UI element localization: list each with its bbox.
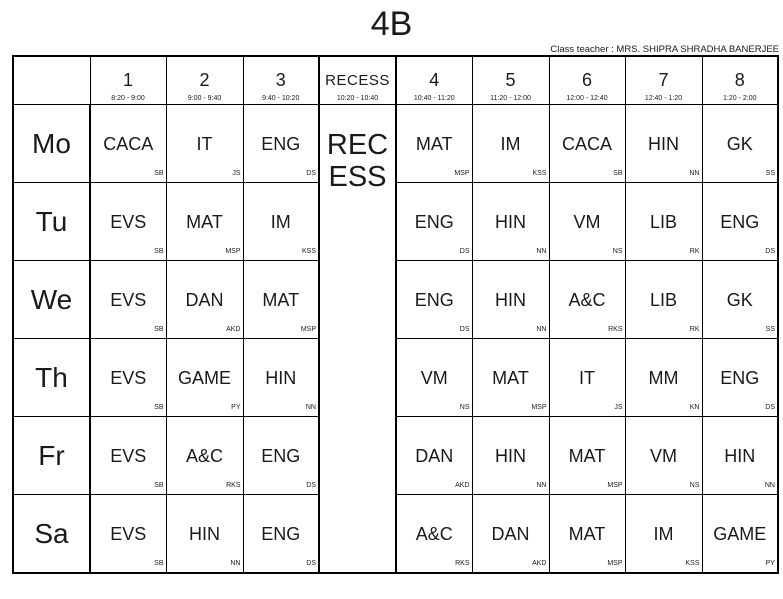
corner-cell [13, 56, 90, 105]
period-number: 7 [658, 70, 669, 90]
subject-label: MAT [415, 134, 453, 154]
subject-label: GK [726, 290, 753, 310]
lesson-cell [625, 105, 702, 183]
teacher-initials: AKD [532, 560, 547, 567]
lesson-cell [166, 183, 243, 261]
teacher-initials: MSP [607, 482, 623, 489]
period-time: 12:40 - 1:20 [644, 95, 683, 102]
subject-label: IT [579, 368, 595, 388]
subject-label: GK [726, 134, 753, 154]
subject-label: IM [500, 134, 521, 154]
teacher-initials: JS [232, 170, 241, 177]
subject-label: EVS [110, 212, 147, 232]
period-time: 12:00 - 12:40 [566, 95, 608, 102]
recess-time: 10:20 - 10:40 [336, 95, 379, 102]
teacher-initials: NS [459, 404, 470, 411]
recess-column-label [320, 129, 395, 193]
period-time: 10:40 - 11:20 [413, 95, 455, 102]
day-label: Mo [32, 127, 71, 159]
subject-label: HIN [495, 212, 526, 232]
lesson-cell [472, 495, 549, 574]
teacher-initials: NS [689, 482, 700, 489]
teacher-initials: PY [765, 560, 775, 567]
period-number: 3 [275, 70, 286, 90]
subject-label: ENG [261, 446, 301, 466]
teacher-initials: SS [765, 170, 775, 177]
subject-label: GAME [713, 524, 767, 544]
subject-label: GAME [177, 368, 231, 388]
teacher-initials: SB [613, 170, 623, 177]
period-number: 8 [734, 70, 745, 90]
subject-label: ENG [720, 368, 760, 388]
lesson-cell [472, 183, 549, 261]
teacher-initials: MSP [607, 560, 623, 567]
day-label: We [30, 283, 73, 315]
header-row [13, 56, 778, 105]
page-title: 4B [370, 5, 413, 43]
lesson-cell [396, 261, 472, 339]
day-row-fr [13, 417, 778, 495]
lesson-cell [625, 339, 702, 417]
teacher-initials: KSS [685, 560, 700, 567]
subject-label: VM [573, 212, 601, 232]
period-header-5 [472, 56, 549, 105]
teacher-initials: RKS [608, 326, 623, 333]
period-header-1 [90, 56, 166, 105]
subject-label: VM [420, 368, 448, 388]
recess-header-cell [319, 56, 396, 105]
day-cell [13, 339, 90, 417]
day-label: Fr [38, 439, 65, 471]
subject-label: HIN [265, 368, 297, 388]
lesson-cell [396, 495, 472, 574]
teacher-initials: RK [689, 248, 700, 255]
lesson-cell [166, 417, 243, 495]
lesson-cell [396, 339, 472, 417]
lesson-cell [243, 105, 319, 183]
lesson-cell [625, 261, 702, 339]
subject-label: A&C [415, 524, 453, 544]
teacher-initials: MSP [531, 404, 547, 411]
lesson-cell [90, 339, 166, 417]
day-label: Tu [35, 205, 68, 237]
teacher-initials: SB [154, 326, 164, 333]
subject-label: ENG [261, 134, 301, 154]
lesson-cell [702, 495, 778, 574]
day-row-we [13, 261, 778, 339]
subject-label: MAT [492, 368, 529, 388]
lesson-cell [472, 105, 549, 183]
subject-label: CACA [561, 134, 612, 154]
day-cell [13, 261, 90, 339]
subject-label: ENG [720, 212, 760, 232]
period-header-7 [625, 56, 702, 105]
subject-label: DAN [415, 446, 454, 466]
teacher-initials: NN [230, 560, 241, 567]
teacher-initials: MSP [454, 170, 470, 177]
lesson-cell [702, 339, 778, 417]
teacher-initials: NN [536, 326, 547, 333]
lesson-cell [702, 183, 778, 261]
lesson-cell [396, 417, 472, 495]
period-time: 9:00 - 9:40 [187, 95, 222, 102]
lesson-cell [243, 183, 319, 261]
lesson-cell [625, 495, 702, 574]
subject-label: VM [650, 446, 677, 466]
teacher-initials: SB [154, 404, 164, 411]
teacher-initials: NN [764, 482, 775, 489]
lesson-cell [472, 339, 549, 417]
lesson-cell [90, 417, 166, 495]
lesson-cell [243, 261, 319, 339]
lesson-cell [166, 339, 243, 417]
subject-label: MM [648, 368, 679, 388]
subject-label: HIN [495, 446, 526, 466]
teacher-initials: SS [765, 326, 775, 333]
subject-label: ENG [414, 290, 454, 310]
period-header-4 [396, 56, 472, 105]
timetable [12, 55, 779, 574]
recess-header-label: RECESS [325, 72, 390, 89]
subject-label: A&C [185, 446, 223, 466]
lesson-cell [549, 105, 625, 183]
lesson-cell [396, 183, 472, 261]
lesson-cell [472, 417, 549, 495]
lesson-cell [396, 105, 472, 183]
lesson-cell [702, 261, 778, 339]
day-label: Th [35, 361, 68, 393]
lesson-cell [625, 417, 702, 495]
lesson-cell [243, 339, 319, 417]
lesson-cell [90, 105, 166, 183]
period-header-6 [549, 56, 625, 105]
lesson-cell [549, 495, 625, 574]
subject-label: DAN [491, 524, 530, 544]
lesson-cell [243, 417, 319, 495]
subject-label: LIB [649, 212, 678, 232]
subject-label: HIN [724, 446, 756, 466]
teacher-initials: NN [536, 482, 547, 489]
day-cell [13, 495, 90, 574]
period-number: 4 [429, 70, 440, 90]
subject-label: LIB [649, 290, 678, 310]
period-time: 1:20 - 2:00 [723, 95, 757, 102]
lesson-cell [549, 261, 625, 339]
period-time: 8:20 - 9:00 [111, 95, 145, 102]
subject-label: IT [196, 134, 213, 154]
lesson-cell [243, 495, 319, 574]
lesson-cell [549, 183, 625, 261]
day-row-sa [13, 495, 778, 574]
teacher-initials: SB [154, 248, 164, 255]
lesson-cell [472, 261, 549, 339]
lesson-cell [90, 183, 166, 261]
teacher-initials: MSP [225, 248, 241, 255]
period-number: 1 [122, 70, 133, 90]
period-header-8 [702, 56, 778, 105]
subject-label: ENG [414, 212, 454, 232]
recess-column [319, 105, 396, 574]
day-row-mo [13, 105, 778, 183]
period-number: 5 [505, 70, 516, 90]
subject-label: EVS [110, 524, 147, 544]
subject-label: ENG [261, 524, 301, 544]
lesson-cell [702, 417, 778, 495]
subject-label: EVS [110, 290, 147, 310]
subject-label: HIN [495, 290, 526, 310]
teacher-initials: NN [305, 404, 316, 411]
teacher-initials: AKD [226, 326, 241, 333]
teacher-initials: RK [689, 326, 700, 333]
teacher-initials: MSP [300, 326, 316, 333]
teacher-initials: RKS [226, 482, 241, 489]
lesson-cell [549, 339, 625, 417]
lesson-cell [166, 495, 243, 574]
teacher-initials: DS [459, 248, 470, 255]
teacher-initials: KSS [532, 170, 547, 177]
subject-label: MAT [262, 290, 300, 310]
teacher-initials: SB [154, 170, 164, 177]
teacher-initials: JS [614, 404, 623, 411]
subject-label: A&C [568, 290, 606, 310]
teacher-initials: PY [231, 404, 241, 411]
subject-label: IM [270, 212, 291, 232]
period-number: 6 [581, 70, 592, 90]
subject-label: MAT [568, 446, 606, 466]
lesson-cell [625, 183, 702, 261]
subject-label: MAT [186, 212, 223, 232]
subject-label: EVS [110, 446, 147, 466]
subject-label: HIN [648, 134, 679, 154]
lesson-cell [90, 261, 166, 339]
subject-label: EVS [110, 368, 147, 388]
period-time: 9:40 - 10:20 [262, 95, 300, 102]
lesson-cell [166, 105, 243, 183]
subject-label: MAT [568, 524, 606, 544]
recess-line-1: REC [326, 129, 389, 161]
teacher-initials: NN [536, 248, 547, 255]
teacher-initials: AKD [455, 482, 470, 489]
period-header-2 [166, 56, 243, 105]
lesson-cell [702, 105, 778, 183]
period-header-3 [243, 56, 319, 105]
recess-line-2: ESS [328, 161, 387, 193]
teacher-initials: NS [612, 248, 623, 255]
teacher-initials: KN [689, 404, 700, 411]
teacher-initials: DS [306, 560, 316, 567]
day-cell [13, 105, 90, 183]
subject-label: IM [653, 524, 674, 544]
day-label: Sa [34, 517, 69, 549]
teacher-initials: NN [689, 170, 700, 177]
day-row-th [13, 339, 778, 417]
teacher-initials: DS [765, 248, 775, 255]
subject-label: HIN [189, 524, 220, 544]
teacher-initials: SB [154, 560, 164, 567]
teacher-initials: KSS [301, 248, 316, 255]
subject-label: DAN [185, 290, 224, 310]
day-cell [13, 417, 90, 495]
day-cell [13, 183, 90, 261]
teacher-initials: DS [765, 404, 775, 411]
teacher-initials: SB [154, 482, 164, 489]
lesson-cell [90, 495, 166, 574]
period-time: 11:20 - 12:00 [490, 95, 531, 102]
period-number: 2 [199, 70, 210, 90]
lesson-cell [166, 261, 243, 339]
subject-label: CACA [103, 134, 154, 154]
teacher-initials: DS [306, 170, 316, 177]
lesson-cell [549, 417, 625, 495]
teacher-initials: DS [306, 482, 316, 489]
teacher-initials: RKS [455, 560, 470, 567]
class-teacher-label: Class teacher : MRS. SHIPRA SHRADHA BANERJEE [550, 44, 779, 55]
day-row-tu [13, 183, 778, 261]
teacher-initials: DS [459, 326, 470, 333]
